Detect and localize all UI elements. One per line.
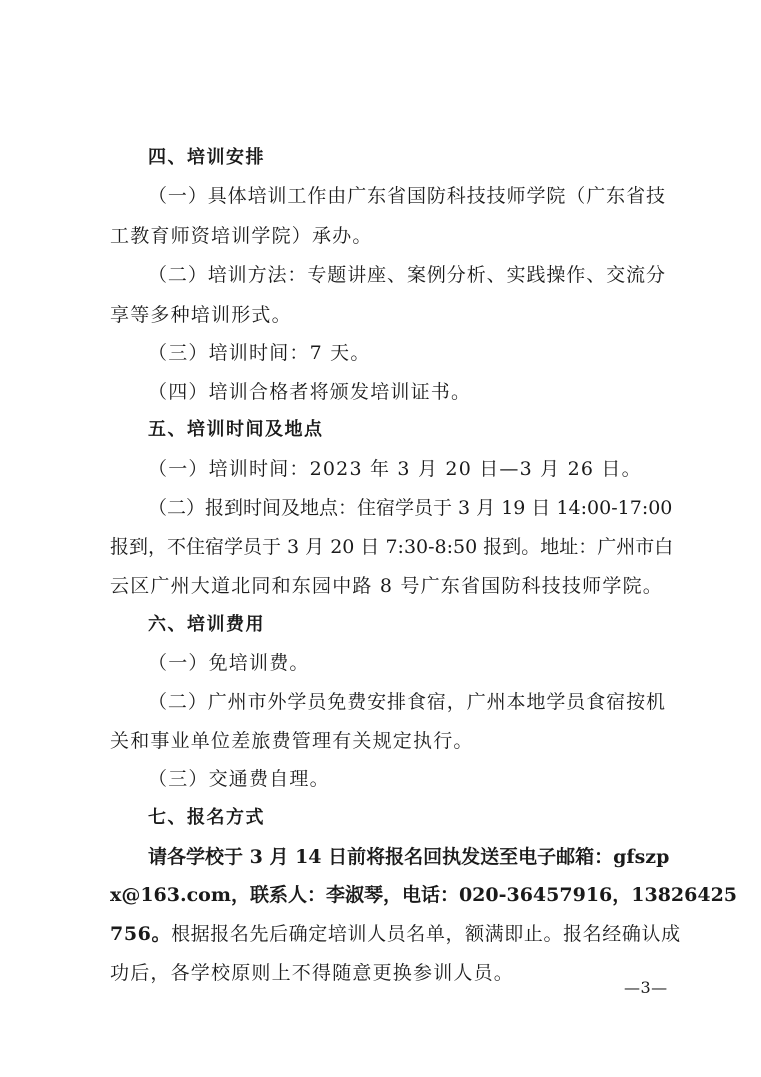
section-6-item-2-line-2: 关和事业单位差旅费管理有关规定执行。 [110, 730, 474, 752]
section-6-item-3: （三）交通费自理。 [148, 768, 330, 790]
section-4-item-1-line-2: 工教育师资培训学院）承办。 [110, 225, 373, 247]
section-4-item-4: （四）培训合格者将颁发培训证书。 [148, 381, 472, 403]
section-5-item-2-line-2: 报到，不住宿学员于 3 月 20 日 7:30-8:50 报到。地址：广州市白 [110, 536, 674, 558]
section-5-item-1: （一）培训时间：2023 年 3 月 20 日—3 月 26 日。 [148, 458, 642, 480]
section-4-item-3: （三）培训时间：7 天。 [148, 342, 371, 364]
section-4-heading: 四、培训安排 [148, 147, 265, 168]
section-4-item-1-line-1: （一）具体培训工作由广东省国防科技技师学院（广东省技 [148, 185, 665, 207]
section-7-heading: 七、报名方式 [148, 807, 265, 828]
section-5-item-2-line-1: （二）报到时间及地点：住宿学员于 3 月 19 日 14:00-17:00 [148, 497, 673, 519]
section-6-item-2-line-1: （二）广州市外学员免费安排食宿，广州本地学员食宿按机 [148, 691, 665, 713]
section-6-item-1: （一）免培训费。 [148, 652, 310, 674]
section-7-line-2: x@163.com，联系人：李淑琴，电话：020-36457916，13826425 [110, 884, 738, 906]
section-7-line-1: 请各学校于 3 月 14 日前将报名回执发送至电子邮箱：gfszp [148, 846, 670, 868]
section-7-line-3-rest: 根据报名先后确定培训人员名单，额满即止。报名经确认成 [171, 923, 681, 945]
section-7-line-3 [110, 922, 681, 946]
section-4-item-2-line-1: （二）培训方法：专题讲座、案例分析、实践操作、交流分 [148, 264, 665, 286]
section-4-item-2-line-2: 享等多种培训形式。 [110, 304, 292, 326]
page-number: —3— [624, 978, 668, 997]
section-5-item-2-line-3: 云区广州大道北同和东园中路 8 号广东省国防科技技师学院。 [110, 575, 663, 597]
section-5-heading: 五、培训时间及地点 [148, 419, 324, 440]
section-6-heading: 六、培训费用 [148, 614, 265, 635]
section-7-line-4: 功后，各学校原则上不得随意更换参训人员。 [110, 962, 515, 984]
section-7-line-3-bold: 756。 [110, 923, 172, 945]
